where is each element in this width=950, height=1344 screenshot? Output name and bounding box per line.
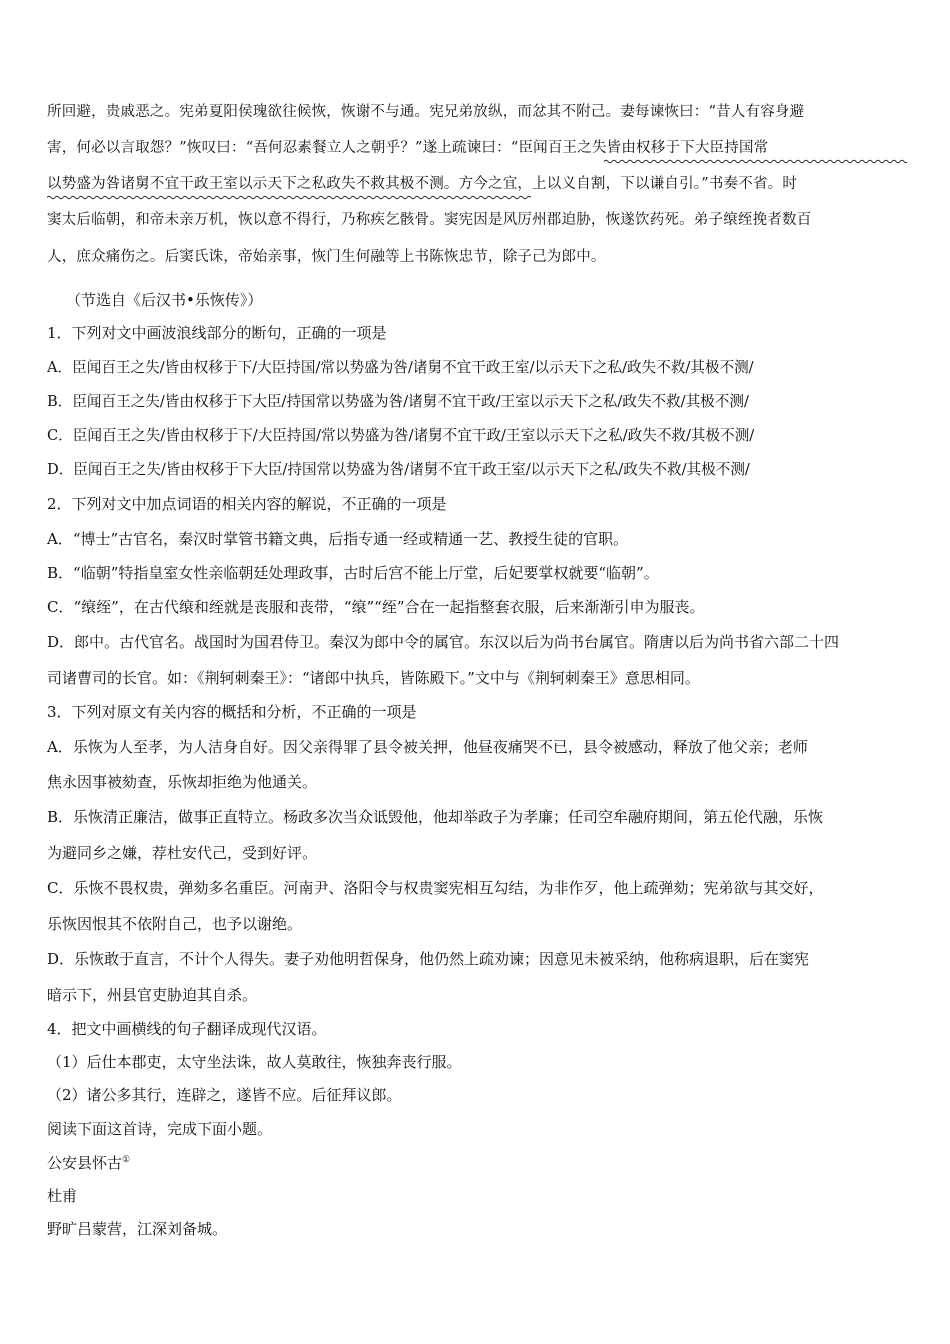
question-3-option-c-cont: 乐恢因恨其不依附自己，也予以谢绝。 [47,915,303,933]
question-1-stem: 1．下列对文中画波浪线部分的断句，正确的一项是 [47,324,387,342]
question-3-option-a: A．乐恢为人至孝，为人洁身自好。因父亲得罪了县令被关押，他昼夜痛哭不已，县令被感动，释放了他父亲；老师 [47,738,808,756]
question-1-option-a: A．臣闻百王之失/皆由权移于下/大臣持国/常以势盛为咎/诸舅不宜干政王室/以示天下之私/政失不救/其极不测/ [47,359,754,376]
poem-title [47,1153,907,1173]
wavy-underline-2 [47,195,531,200]
question-3-option-d-cont: 暗示下，州县官吏胁迫其自杀。 [47,986,258,1004]
poem-title-text: 公安县怀古 [47,1154,123,1172]
question-1-option-b: B．臣闻百王之失/皆由权移于下大臣/持国常以势盛为咎/诸舅不宜干政/王室以示天下之私/政失不救/其极不测/ [47,393,749,410]
question-2-option-d-cont: 司诸曹司的长官。如：《荆轲刺秦王》：“诸郎中执兵，皆陈殿下。”文中与《荆轲刺秦王》意思相同。 [47,669,700,687]
question-3-option-c: C．乐恢不畏权贵，弹劾多名重臣。河南尹、洛阳令与权贵窦宪相互勾结，为非作歹，他上疏弹劾；宪弟欲与其交好， [47,879,824,897]
question-4-stem: 4．把文中画横线的句子翻译成现代汉语。 [47,1020,327,1038]
question-3-option-a-cont: 焦永因事被劾查，乐恢却拒绝为他通关。 [47,773,318,791]
question-4-item-1: （1）后仕本郡吏，太守坐法诛，故人莫敢往，恢独奔丧行服。 [47,1053,462,1071]
passage-line-1: 所回避，贵戚恶之。宪弟夏阳侯瑰欲往候恢，恢谢不与通。宪兄弟放纵，而忿其不附己。妻每谏恢曰：“昔人有容身避 [47,104,805,120]
question-2-option-a: A．“博士”古官名，秦汉时掌管书籍文典，后指专通一经或精通一艺、教授生徒的官职。 [47,530,629,548]
passage-line-3: 以势盛为咎诸舅不宜干政王室以示天下之私政失不救其极不测。方今之宜，上以义自割，下以谦自引。”书奏不省。时 [47,176,798,192]
question-3-option-b-cont: 为避同乡之嫌，荐杜安代己，受到好评。 [47,844,318,862]
poem-intro: 阅读下面这首诗，完成下面小题。 [47,1120,273,1138]
question-2-stem: 2．下列对文中加点词语的相关内容的解说，不正确的一项是 [47,495,447,513]
passage-line-5: 人，庶众痛伤之。后窦氏诛，帝始亲事，恢门生何融等上书陈恢忠节，除子己为郎中。 [47,249,606,265]
question-3-stem: 3．下列对原文有关内容的概括和分析，不正确的一项是 [47,703,417,721]
poem-author: 杜甫 [47,1187,78,1205]
footnote-mark: ① [122,1155,131,1165]
wavy-underline-1 [604,159,907,164]
question-1-option-d: D．臣闻百王之失/皆由权移于下大臣/持国常以势盛为咎/诸舅不宜干政王室/以示天下之私/政失不救/其极不测/ [47,461,750,478]
question-2-option-c: C．“缞绖”，在古代缞和绖就是丧服和丧带，“缞”“绖”合在一起指整套衣服，后来渐渐引申为服丧。 [47,598,705,616]
question-2-option-b: B．“临朝”特指皇室女性亲临朝廷处理政事，古时后宫不能上厅堂，后妃要掌权就要“临朝”。 [47,564,659,582]
question-1-option-c: C．臣闻百王之失/皆由权移于下/大臣持国/常以势盛为咎/诸舅不宜干政/王室以示天下之私/政失不救/其极不测/ [47,427,755,444]
poem-line-1: 野旷吕蒙营，江深刘备城。 [47,1220,228,1238]
passage-line-4: 窦太后临朝，和帝未亲万机，恢以意不得行，乃称疾乞骸骨。窦宪因是风厉州郡迫胁，恢遂饮药死。弟子缞绖挽者数百 [47,212,812,228]
question-3-option-d: D．乐恢敢于直言，不计个人得失。妻子劝他明哲保身，他仍然上疏劝谏；因意见未被采纳，他称病退职，后在窦宪 [47,950,810,968]
question-3-option-b: B．乐恢清正廉洁，做事正直特立。杨政多次当众诋毁他，他却举政子为孝廉；任司空牟融府期间，第五伦代融，乐恢 [47,808,824,826]
question-2-option-d: D．郎中。古代官名。战国时为国君侍卫。秦汉为郎中令的属官。东汉以后为尚书台属官。隋唐以后为尚书省六部二十四 [47,633,840,651]
passage-source: （节选自《后汉书•乐恢传》） [66,291,263,309]
question-4-item-2: （2）诸公多其行，连辟之，遂皆不应。后征拜议郎。 [47,1086,402,1104]
passage-line-2: 害，何必以言取怨？”恢叹曰：“吾何忍素餐立人之朝乎？”遂上疏谏曰：“臣闻百王之失皆由权移于下大臣持国常 [47,140,769,156]
